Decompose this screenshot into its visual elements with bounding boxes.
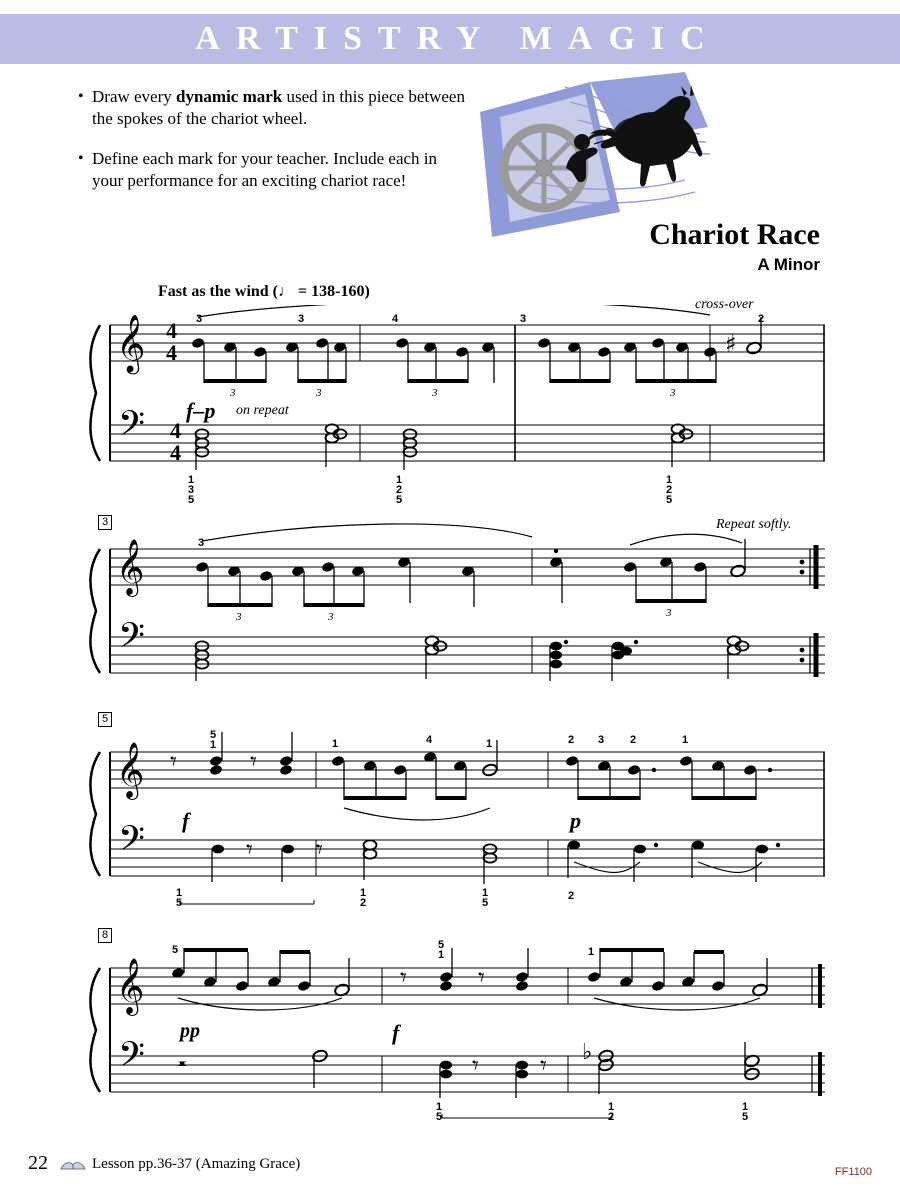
triplet-number: 3 [670, 387, 676, 399]
fingering-bass: 1 5 [436, 1101, 443, 1123]
fingering-bass: 1 5 [742, 1101, 749, 1123]
svg-text:𝄾: 𝄾 [472, 1051, 479, 1081]
bullet-icon: • [78, 88, 84, 105]
triplet-number: 3 [666, 607, 672, 619]
music-system-3 [70, 712, 830, 907]
fingering-bass: 1 2 [360, 887, 367, 909]
triplet-number: 3 [316, 387, 322, 399]
fingering: 3 [198, 537, 205, 549]
svg-text:𝄾: 𝄾 [540, 1051, 547, 1081]
svg-text:𝄢: 𝄢 [118, 615, 146, 664]
fingering: 2 [758, 313, 765, 325]
svg-text:𝄾: 𝄾 [170, 747, 177, 777]
fingering: 5 1 [438, 939, 445, 961]
instruction-text-1 [92, 86, 468, 130]
page-title: Chariot Race [649, 218, 820, 251]
fingering: 4 [426, 734, 433, 746]
dynamic-marking: f–p [186, 398, 216, 423]
fingering: 3 [196, 313, 203, 325]
fingering: 3 [520, 313, 527, 325]
svg-text:4: 4 [166, 340, 177, 365]
fingering: 3 [598, 734, 605, 746]
measure-number: 3 [98, 515, 112, 530]
cross-over-marking: cross-over [695, 297, 754, 312]
music-system-4 [70, 928, 830, 1123]
music-system-2 [70, 515, 830, 700]
instruction-bold-segment: dynamic mark [176, 87, 283, 106]
fingering-bass: 1 5 [482, 887, 489, 909]
music-system-1 [70, 297, 830, 506]
svg-text:𝄞: 𝄞 [116, 742, 145, 798]
bullet-icon: • [78, 150, 84, 167]
instruction-text-2: Define each mark for your teacher. Include each in your performance for an exciting chariot race! [92, 149, 438, 190]
svg-text:𝄾: 𝄾 [246, 835, 253, 865]
fingering-bass: 1 2 5 [666, 474, 673, 506]
footer-note-text: Lesson pp.36-37 (Amazing Grace) [92, 1156, 301, 1172]
repeat-softly-marking: Repeat softly. [716, 517, 792, 532]
svg-text:4: 4 [166, 318, 177, 343]
svg-text:𝄺: 𝄺 [178, 1055, 187, 1080]
fingering-bass: 2 [568, 890, 575, 902]
fingering: 2 [568, 734, 575, 746]
instruction-segment: Draw every [92, 87, 177, 106]
svg-text:𝄾: 𝄾 [400, 963, 407, 993]
svg-text:𝄾: 𝄾 [250, 747, 257, 777]
list-item [78, 148, 468, 192]
fingering-bass: 1 2 [608, 1101, 615, 1123]
svg-text:4: 4 [170, 440, 181, 465]
svg-text:♭: ♭ [582, 1040, 593, 1065]
footer-note [60, 1156, 300, 1173]
svg-text:𝄾: 𝄾 [316, 835, 323, 865]
triplet-number: 3 [432, 387, 438, 399]
tempo-marking: Fast as the wind (♩ = 138-160) [158, 283, 370, 300]
instruction-segment: used in this piece between the spokes of the chariot wheel. [92, 87, 465, 128]
svg-text:𝄾: 𝄾 [478, 963, 485, 993]
measure-number: 5 [98, 712, 112, 727]
piece-key: A Minor [757, 255, 820, 274]
fingering-bass: 1 3 5 [188, 474, 195, 506]
page-number: 22 [28, 1152, 48, 1174]
fingering: 1 [332, 738, 339, 750]
fingering: 1 [682, 734, 689, 746]
fingering: 4 [392, 313, 399, 325]
svg-text:𝄞: 𝄞 [116, 539, 145, 595]
fingering-bass: 1 5 [176, 887, 183, 909]
svg-text:𝄢: 𝄢 [118, 403, 146, 452]
triplet-number: 3 [236, 611, 242, 623]
triplet-number: 3 [230, 387, 236, 399]
fingering: 5 [172, 944, 179, 956]
svg-text:𝄞: 𝄞 [116, 314, 146, 372]
measure-number: 8 [98, 928, 112, 943]
on-repeat-marking: on repeat [236, 403, 289, 418]
fingering: 1 [588, 946, 595, 958]
book-icon [60, 1159, 86, 1171]
dynamic-marking: p [570, 808, 581, 833]
catalog-number: FF1100 [834, 1166, 872, 1178]
svg-text:𝄢: 𝄢 [118, 1034, 146, 1083]
page-banner [0, 14, 900, 64]
dynamic-marking: pp [180, 1020, 200, 1042]
instructions-list [78, 86, 468, 206]
fingering: 1 [486, 738, 493, 750]
svg-text:4: 4 [170, 418, 181, 443]
fingering: 5 1 [210, 729, 217, 751]
svg-text:𝄢: 𝄢 [118, 818, 146, 867]
triplet-number: 3 [328, 611, 334, 623]
dynamic-marking: f [392, 1020, 400, 1045]
list-item [78, 86, 468, 130]
fingering-bass: 1 2 5 [396, 474, 403, 506]
dynamic-marking: f [182, 808, 190, 833]
fingering: 3 [298, 313, 305, 325]
banner-title: ARTISTRY MAGIC [195, 20, 721, 57]
svg-text:𝄞: 𝄞 [116, 958, 145, 1014]
svg-text:♯: ♯ [725, 330, 737, 358]
fingering: 2 [630, 734, 637, 746]
